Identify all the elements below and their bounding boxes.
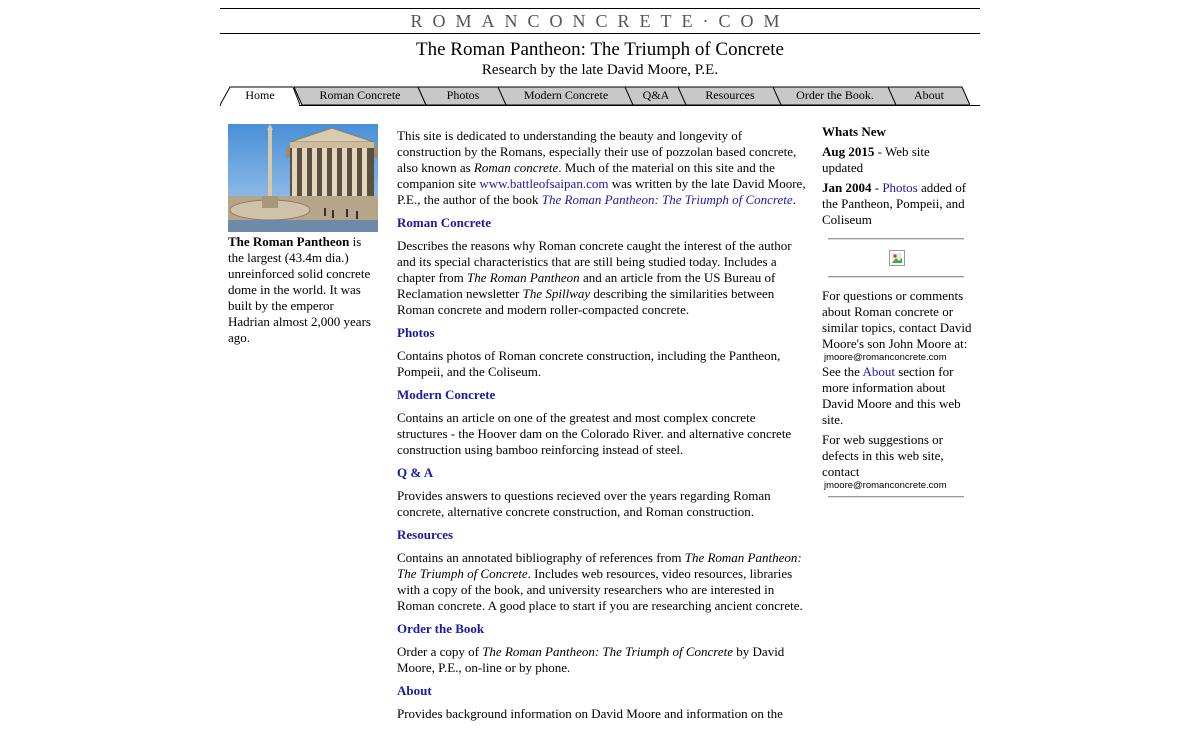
intro-text: was written by the late David Moore, P.E., the author of the book	[397, 176, 806, 207]
desc-text: describing the similarities between Roman concrete and modern roller-compacted concrete.	[397, 286, 775, 317]
roman-concrete-heading[interactable]: Roman Concrete	[397, 215, 491, 230]
tab-modern-concrete[interactable]	[498, 86, 634, 105]
roman-concrete-desc	[397, 238, 807, 318]
photos-desc: Contains photos of Roman concrete construction, including the Pantheon, Pompeii, and the Coliseum.	[397, 348, 781, 379]
right-column	[822, 124, 972, 508]
broken-image-icon	[889, 250, 905, 266]
divider	[828, 276, 964, 278]
desc-emphasis: The Roman Pantheon: The Triumph of Concrete	[397, 550, 802, 581]
tab-home-label: Home	[245, 88, 275, 102]
tab-roman-concrete[interactable]	[294, 86, 426, 105]
pantheon-caption	[228, 234, 378, 346]
site-brand[interactable]: ROMANCONCRETE·COM	[410, 11, 790, 31]
tab-resources-label: Resources	[705, 88, 755, 102]
web-suggestions-text: For web suggestions or defects in this web site, contact	[822, 432, 944, 479]
desc-text: by David Moore, P.E., on-line or by phone.	[397, 644, 785, 675]
news-item	[822, 144, 972, 176]
intro-emphasis: Roman concrete	[473, 160, 559, 175]
desc-text: Order a copy of	[397, 644, 483, 659]
see-text: See the	[822, 364, 863, 379]
about-heading[interactable]: About	[397, 683, 432, 698]
contact-email-image: jmoore@romanconcrete.com	[824, 352, 947, 363]
whats-new-heading: Whats New	[822, 124, 886, 139]
tab-about[interactable]	[888, 86, 970, 105]
tab-order-book[interactable]	[773, 86, 897, 105]
webmaster-email-image: jmoore@romanconcrete.com	[824, 480, 947, 491]
desc-text: Describes the reasons why Roman concrete caught the interest of the author and its special characteristics that are still being studied today. Includes a chapter from	[397, 238, 792, 285]
resources-heading[interactable]: Resources	[397, 527, 454, 542]
news-item	[822, 180, 972, 228]
left-column	[228, 124, 378, 346]
tab-modern-concrete-label: Modern Concrete	[523, 88, 609, 102]
tab-qa-label: Q&A	[642, 88, 670, 102]
news-text: - Web site updated	[822, 144, 930, 175]
intro-text: This site is dedicated to understanding the beauty and longevity of construction by the Romans, especially their use of pozzolan based concrete, also known as	[397, 128, 797, 175]
page-title: The Roman Pantheon: The Triumph of Concrete	[416, 39, 784, 60]
book-link-text: The Roman Pantheon: The Triumph of Concrete	[541, 192, 793, 207]
book-link[interactable]	[542, 192, 793, 207]
tab-roman-concrete-label: Roman Concrete	[319, 88, 401, 102]
battleofsaipan-link[interactable]: www.battleofsaipan.com	[479, 176, 609, 191]
intro-text: . Much of the material on this site and the companion site	[397, 160, 775, 191]
intro-text: .	[792, 192, 796, 207]
caption-text: is the largest (43.4m dia.) unreinforced solid concrete dome in the world. It was built by the emperor Hadrian almost 2,000 years ago.	[228, 234, 371, 345]
tab-about-label: About	[914, 88, 944, 102]
nav-tabs	[220, 86, 980, 106]
photos-heading[interactable]: Photos	[397, 325, 435, 340]
news-photos-link[interactable]: Photos	[882, 180, 918, 195]
caption-bold: The Roman Pantheon	[228, 234, 350, 249]
tab-order-book-label: Order the Book.	[796, 88, 874, 102]
desc-emphasis: The Roman Pantheon	[467, 270, 580, 285]
about-desc: Provides background information on David Moore and information on the	[397, 706, 783, 721]
order-book-heading[interactable]: Order the Book	[397, 621, 485, 636]
modern-concrete-desc: Contains an article on one of the greatest and most complex concrete structures - the Hoover dam on the Colorado River. and alternative concrete construction using bamboo reinforcing instead of steel.	[397, 410, 792, 457]
resources-desc	[397, 550, 807, 614]
pantheon-photo	[228, 124, 378, 232]
brand-bar	[220, 8, 980, 34]
news-date: Jan 2004	[822, 180, 872, 195]
divider	[828, 238, 964, 240]
tab-photos-label: Photos	[446, 88, 480, 102]
news-date: Aug 2015	[822, 144, 875, 159]
page-subtitle: Research by the late David Moore, P.E.	[481, 62, 719, 78]
divider	[828, 496, 964, 498]
desc-text: and an article from the US Bureau of Reclamation newsletter	[397, 270, 776, 301]
main-content	[397, 128, 807, 729]
order-book-desc	[397, 644, 807, 676]
see-about-text	[822, 364, 972, 428]
contact-text: For questions or comments about Roman concrete or similar topics, contact David Moore's son John Moore at:	[822, 288, 972, 351]
desc-emphasis: The Roman Pantheon: The Triumph of Concrete	[482, 644, 734, 659]
about-link[interactable]: About	[862, 364, 895, 379]
modern-concrete-heading[interactable]: Modern Concrete	[397, 387, 496, 402]
tab-resources[interactable]	[678, 86, 782, 105]
intro-paragraph	[397, 128, 807, 208]
tab-photos[interactable]	[418, 86, 508, 105]
qa-heading[interactable]: Q & A	[397, 465, 434, 480]
desc-text: Contains an annotated bibliography of references from	[397, 550, 685, 565]
qa-desc: Provides answers to questions recieved over the years regarding Roman concrete, alternative concrete construction, and Roman construction.	[397, 488, 771, 519]
news-separator: -	[871, 180, 883, 195]
desc-text: . Includes web resources, video resources, libraries with a copy of the book, and university researchers who are interested in Roman concrete. A good place to start if you are researching ancient concrete.	[397, 566, 803, 613]
tab-home[interactable]	[220, 86, 300, 105]
news-text: added of the Pantheon, Pompeii, and Coliseum	[822, 180, 967, 227]
see-text: section for more information about David Moore and this web site.	[822, 364, 961, 427]
desc-emphasis: The Spillway	[522, 286, 591, 301]
